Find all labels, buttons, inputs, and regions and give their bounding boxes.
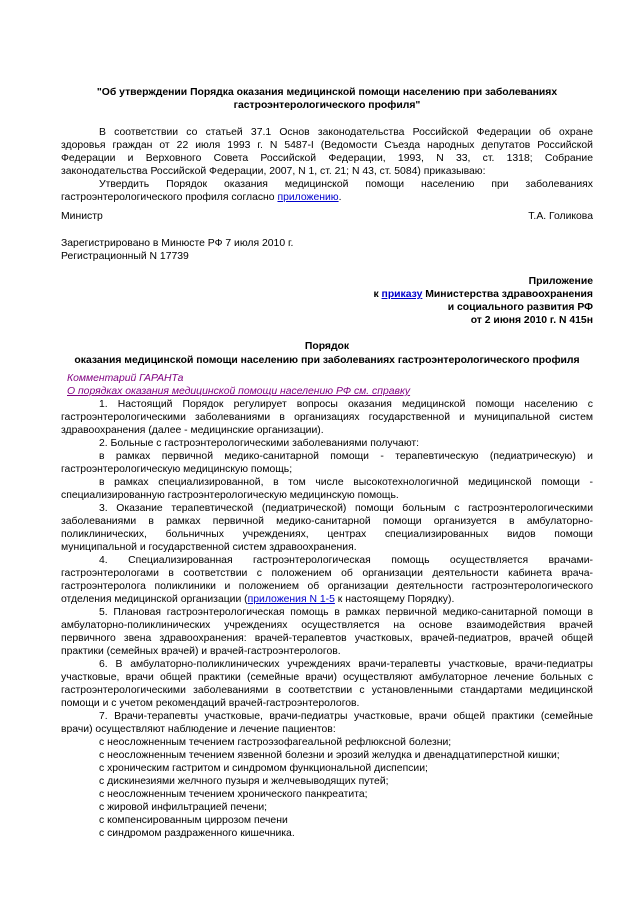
- p4-appendix-link[interactable]: приложения N 1-5: [247, 594, 335, 605]
- list-item: с неосложненным течением язвенной болезни и эрозий желудка и двенадцатиперстной кишки;: [99, 750, 560, 761]
- appendix-line-3: и социального развития РФ: [447, 302, 593, 313]
- approve-line-1: Утвердить Порядок оказания медицинской помощи населению при заболеваниях: [99, 179, 593, 190]
- p2b-line-2: специализированную гастроэнтерологическую медицинскую помощь.: [61, 490, 399, 501]
- p6-line-3: гастроэнтерологическими заболеваниями в соответствии с установленными стандартами медицинской: [61, 685, 593, 696]
- p4-text: отделения медицинской организации (: [61, 594, 248, 605]
- p6-line-4: помощи и с учетом рекомендаций врачей-гастроэнтерологов.: [61, 698, 360, 709]
- p4-line-4: [61, 593, 454, 606]
- appendix-title: Приложение: [528, 276, 593, 287]
- appendix-order-link[interactable]: приказу: [381, 289, 423, 300]
- list-item: с неосложненным течением хронического панкреатита;: [99, 789, 368, 800]
- p3-line-4: муниципальной и государственной систем здравоохранения.: [61, 542, 357, 553]
- p2a-line-2: гастроэнтерологическую медицинскую помощь;: [61, 464, 293, 475]
- p3-line-3: поликлинических, больничных учреждениях, центрах специализированных видов помощи: [61, 529, 593, 540]
- p5-line-3: первичного звена здравоохранения: врачей-терапевтов участковых, врачей-педиатров, врачей общей: [61, 633, 593, 644]
- list-item: с синдромом раздраженного кишечника.: [99, 828, 295, 839]
- p1-line-3: здравоохранения (далее - медицинские организации).: [61, 425, 324, 436]
- list-item: с жировой инфильтрацией печени;: [99, 802, 268, 813]
- p2-line-1: 2. Больные с гастроэнтерологическими заболеваниями получают:: [99, 438, 420, 449]
- preamble-line-4: законодательства Российской Федерации, 2007, N 1, ст. 21; N 43, ст. 5084) приказываю:: [61, 166, 486, 177]
- p7-line-1: 7. Врачи-терапевты участковые, врачи-педиатры участковые, врачи общей практики (семейные: [99, 711, 593, 722]
- p4-text-end: к настоящему Порядку).: [334, 594, 455, 605]
- garant-reference-link[interactable]: О порядках оказания медицинской помощи населению РФ см. справку: [67, 386, 411, 397]
- p5-line-4: практики (семейных врачей) и врачей-гастроэнтерологов.: [61, 646, 341, 657]
- order-title: Порядок: [304, 341, 350, 352]
- registered-line-2: Регистрационный N 17739: [61, 251, 189, 262]
- approve-period: .: [338, 192, 342, 203]
- p6-line-2: участковые, врачи общей практики (семейные врачи) осуществляют амбулаторное лечение больных с: [61, 672, 593, 683]
- minister-name: Т.А. Голикова: [528, 211, 593, 222]
- appendix-ministry: Министерства здравоохранения: [422, 289, 593, 300]
- p7-line-2: врачи) осуществляют наблюдение и лечение пациентов:: [61, 724, 336, 735]
- appendix-prefix: к: [373, 289, 382, 300]
- approve-appendix-link[interactable]: приложению: [277, 192, 339, 203]
- p4-line-3: гастроэнтеролога поликлиники и положением об организации деятельности гастроэнтерологического: [61, 581, 593, 592]
- registered-line-1: Зарегистрировано в Минюсте РФ 7 июля 2010 г.: [61, 238, 294, 249]
- doc-title-line-1: "Об утверждении Порядка оказания медицинской помощи населению при заболеваниях: [96, 87, 558, 98]
- order-subtitle: оказания медицинской помощи населению при заболеваниях гастроэнтерологического профиля: [74, 355, 580, 366]
- p6-line-1: 6. В амбулаторно-поликлинических учреждениях врачи-терапевты участковые, врачи-педиатры: [99, 659, 593, 670]
- list-item: с компенсированным циррозом печени: [99, 815, 288, 826]
- p2b-line-1: в рамках специализированной, в том числе высокотехнологичной медицинской помощи -: [99, 477, 593, 488]
- approve-line-2: [61, 191, 341, 204]
- appendix-line-4: от 2 июня 2010 г. N 415н: [470, 315, 593, 326]
- p2a-line-1: в рамках первичной медико-санитарной помощи - терапевтическую (педиатрическую) и: [99, 451, 593, 462]
- p5-line-1: 5. Плановая гастроэнтерологическая помощь в рамках первичной медико-санитарной помощи в: [99, 607, 593, 618]
- p4-line-2: гастроэнтерологами в соответствии с положением об организации деятельности кабинета врача-: [61, 568, 593, 579]
- p5-line-2: амбулаторно-поликлинических учреждениях осуществляется на основе взаимодействия врачей: [61, 620, 593, 631]
- preamble-line-1: В соответствии со статьей 37.1 Основ законодательства Российской Федерации об охране: [99, 127, 593, 138]
- list-item: с хроническим гастритом и синдромом функциональной диспепсии;: [99, 763, 428, 774]
- p1-line-2: гастроэнтерологическими заболеваниями в организациях государственной и муниципальной систем: [61, 412, 593, 423]
- approve-text: гастроэнтерологического профиля согласно: [61, 192, 278, 203]
- preamble-line-2: здоровья граждан от 22 июля 1993 г. N 5487-I (Ведомости Съезда народных депутатов Российской: [61, 140, 593, 151]
- doc-title-line-2: гастроэнтерологического профиля": [233, 100, 421, 111]
- p3-line-2: заболеваниями в рамках первичной медико-санитарной помощи организуется в амбулаторно-: [61, 516, 593, 527]
- minister-label: Министр: [61, 211, 103, 222]
- list-item: с неосложненным течением гастроэзофагеальной рефлюксной болезни;: [99, 737, 452, 748]
- garant-comment-title: Комментарий ГАРАНТа: [67, 373, 184, 384]
- appendix-line-2: [293, 288, 593, 301]
- p3-line-1: 3. Оказание терапевтической (педиатрической) помощи больным с гастроэнтерологическими: [99, 503, 593, 514]
- list-item: с дискинезиями желчного пузыря и желчевыводящих путей;: [99, 776, 389, 787]
- p4-line-1: 4. Специализированная гастроэнтерологическая помощь осуществляется врачами-: [99, 555, 593, 566]
- p1-line-1: 1. Настоящий Порядок регулирует вопросы оказания медицинской помощи населению с: [99, 399, 593, 410]
- preamble-line-3: Федерации и Верховного Совета Российской Федерации, 1993, N 33, ст. 1318; Собрание: [61, 153, 593, 164]
